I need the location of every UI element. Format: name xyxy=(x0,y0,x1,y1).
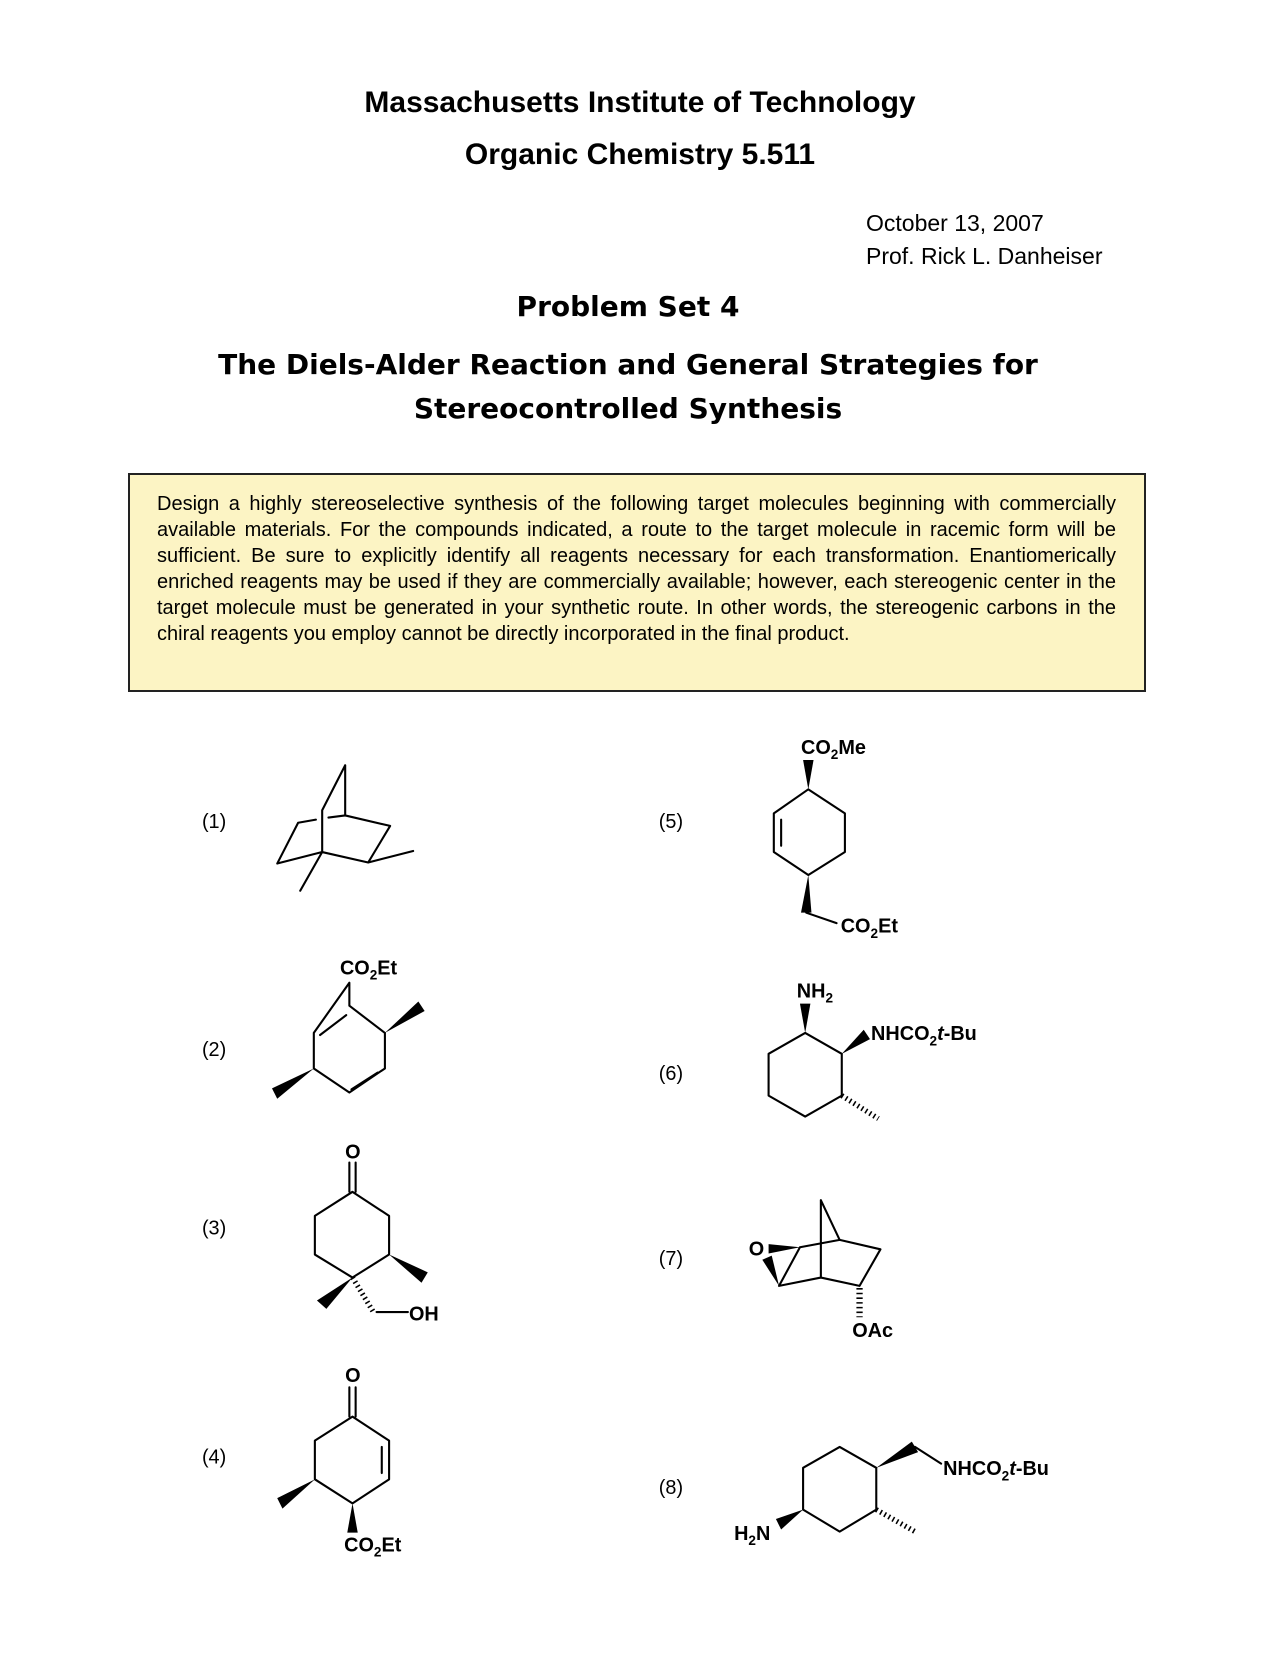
compound-1-structure xyxy=(277,765,413,890)
compound-4-structure xyxy=(315,1387,389,1503)
professor: Prof. Rick L. Danheiser xyxy=(866,243,1103,269)
hash-bond xyxy=(876,1510,915,1532)
subtitle-line-2: Stereocontrolled Synthesis xyxy=(413,392,843,425)
compound-7-structure xyxy=(779,1200,880,1286)
institution-title: Massachusetts Institute of Technology xyxy=(364,86,916,119)
group-nh2: $NH_2$ xyxy=(796,980,834,1006)
course-title: Organic Chemistry 5.511 xyxy=(464,138,816,171)
group-h2n: $H_2N$ xyxy=(734,1522,771,1549)
hash-bond xyxy=(842,1096,879,1119)
wedge-bond xyxy=(803,760,813,789)
group-oh: OH xyxy=(408,1303,439,1326)
group-oac: OAc xyxy=(852,1320,894,1343)
wedge-bond xyxy=(842,1030,870,1054)
wedge-bond xyxy=(389,1255,428,1283)
problem-set-title: Problem Set 4 xyxy=(516,290,740,323)
group-co2me: $CO_2Me$ xyxy=(801,736,866,762)
wedge-bond xyxy=(317,1278,353,1309)
wedge-bond xyxy=(762,1256,779,1286)
compound-6-structure xyxy=(769,1033,842,1117)
compound-label-4: (4) xyxy=(201,1446,227,1469)
wedge-bond xyxy=(876,1442,918,1468)
hash-bond xyxy=(353,1278,374,1313)
group-nhboc: $NHCO_2t-Bu$ xyxy=(943,1458,1049,1484)
compound-label-2: (2) xyxy=(201,1038,227,1061)
wedge-bond xyxy=(800,1004,810,1033)
wedge-bond xyxy=(801,875,811,913)
wedge-bond xyxy=(277,1479,315,1508)
group-co2et: $CO_2Et$ xyxy=(339,957,398,983)
compound-label-1: (1) xyxy=(201,810,227,833)
group-carbonyl-o: O xyxy=(345,1365,361,1388)
compound-8-structure xyxy=(803,1447,941,1532)
group-nhboc: $NHCO_2t-Bu$ xyxy=(871,1023,977,1049)
wedge-bond xyxy=(776,1510,803,1530)
date: October 13, 2007 xyxy=(866,210,1044,236)
group-co2et: $CO_2Et$ xyxy=(344,1534,402,1560)
group-epoxide-o: O xyxy=(748,1238,765,1261)
group-co2et: $CO_2Et$ xyxy=(840,915,898,941)
compound-label-5: (5) xyxy=(658,810,684,833)
group-carbonyl-o: O xyxy=(345,1141,361,1164)
instructions-text: Design a highly stereoselective synthesis of the following target molecules beginning with commercially available materials. For the compounds indicated, a route to the target molecule in racemic form will be sufficient. Be sure to explicitly identify all reagents necessary for each transformation. Enantiomerically enriched reagents may be used if they are commercially available; however, each stereogenic center in the target molecule must be generated in your synthetic route. In other words, the stereogenic carbons in the chiral reagents you employ cannot be directly incorporated in the final product. xyxy=(157,493,1116,645)
wedge-bond xyxy=(347,1503,357,1532)
wedge-bond xyxy=(272,1068,314,1098)
wedge-bond xyxy=(769,1244,800,1253)
compound-label-7: (7) xyxy=(658,1248,684,1270)
compound-label-3: (3) xyxy=(201,1217,227,1240)
subtitle-line-1: The Diels-Alder Reaction and General Strategies for xyxy=(218,348,1038,381)
compound-label-6: (6) xyxy=(658,1062,684,1085)
compound-label-8: (8) xyxy=(658,1476,684,1499)
compound-2-structure xyxy=(314,983,385,1093)
wedge-bond xyxy=(385,1002,425,1033)
